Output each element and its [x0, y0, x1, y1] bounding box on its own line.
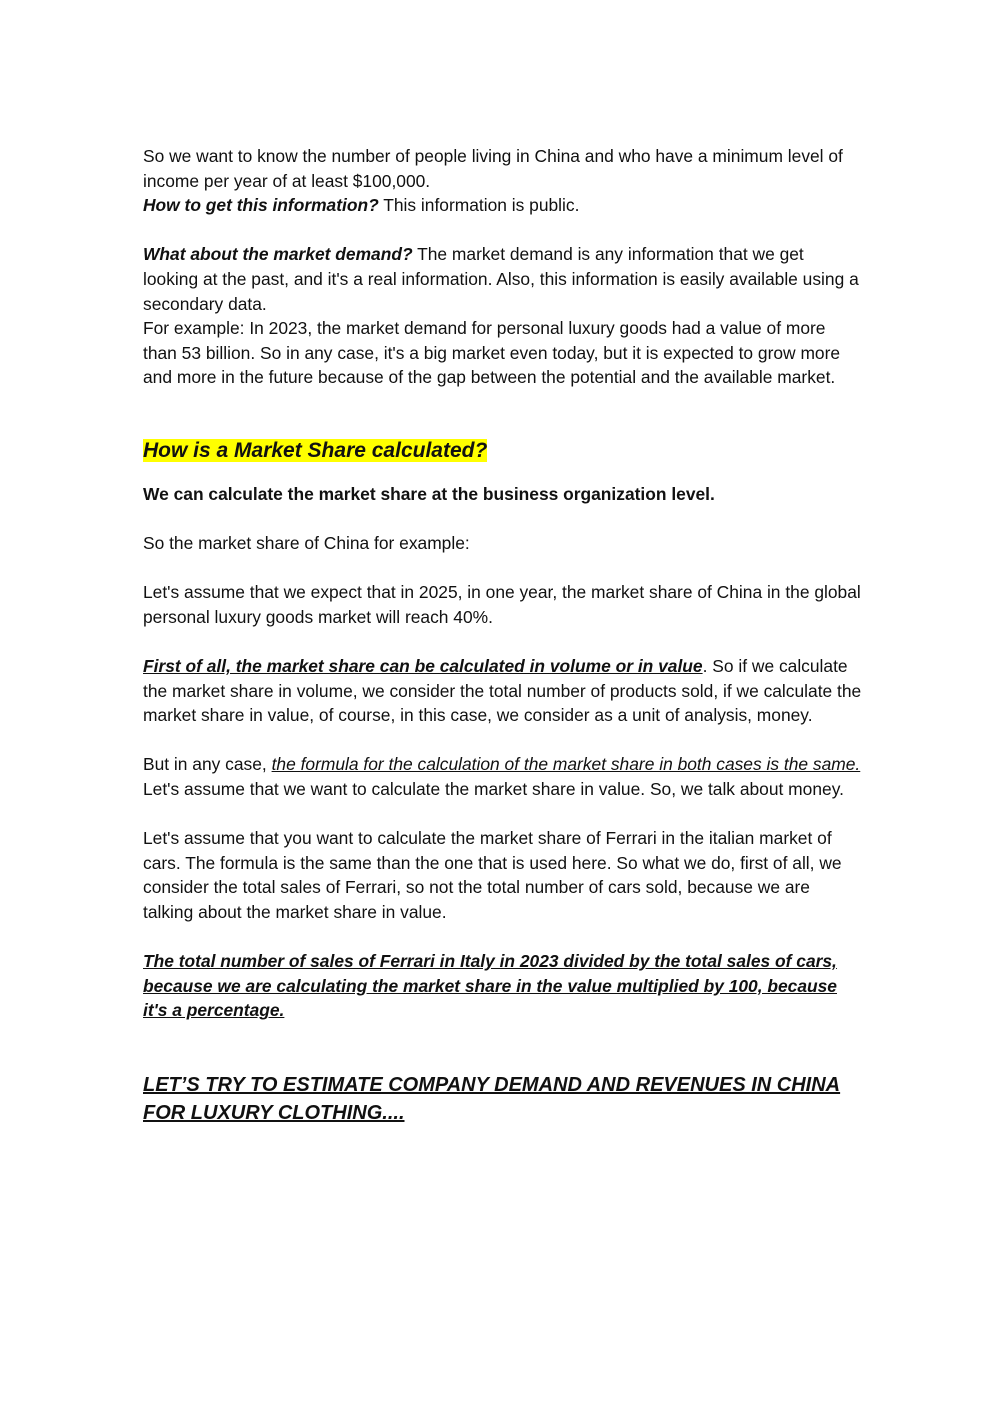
paragraph-info-source	[143, 193, 863, 218]
text-formula-rest: Let's assume that we want to calculate the market share in value. So, we talk about money.	[143, 779, 844, 800]
section-heading-market-share: How is a Market Share calculated?	[143, 438, 488, 462]
answer-market-demand: The market demand is any information that we get looking at the past, and it's a real information. Also, this information is easily available using a secondary data.	[143, 244, 859, 314]
paragraph-formula	[143, 752, 863, 801]
text-formula-pre: But in any case,	[143, 754, 272, 775]
text-volume-value: . So if we calculate the market share in volume, we consider the total number of products sold, if we calculate the market share in value, of course, in this case, we consider as a unit of analysis, money.	[143, 656, 862, 726]
paragraph-business-level: We can calculate the market share at the business organization level.	[143, 483, 715, 504]
paragraph-ferrari-example: Let's assume that you want to calculate the market share of Ferrari in the italian market of cars. The formula is the same than the one that is used here. So what we do, first of all, we consider the total sales of Ferrari, so not the total number of cars sold, because we are talking about the market share in value.	[143, 828, 842, 923]
paragraph-volume-value	[143, 654, 863, 728]
final-heading: LET’S TRY TO ESTIMATE COMPANY DEMAND AND REVENUES IN CHINA FOR LUXURY CLOTHING....	[143, 1074, 841, 1124]
paragraph-ferrari-formula: The total number of sales of Ferrari in Italy in 2023 divided by the total sales of cars, because we are calculating the market share in the value multiplied by 100, because it's a percentage.	[143, 951, 837, 1021]
paragraph-assumption-2025: Let's assume that we expect that in 2025, in one year, the market share of China in the global personal luxury goods market will reach 40%.	[143, 582, 861, 627]
answer-info-source: This information is public.	[378, 195, 580, 216]
paragraph-china-example: So the market share of China for example:	[143, 533, 470, 554]
question-info-source: How to get this information?	[143, 195, 379, 216]
paragraph-income-threshold: So we want to know the number of people living in China and who have a minimum level of income per year of at least $100,000.	[143, 146, 843, 191]
emphasis-volume-value: First of all, the market share can be calculated in volume or in value	[143, 656, 703, 677]
paragraph-market-demand	[143, 242, 863, 316]
paragraph-demand-example: For example: In 2023, the market demand for personal luxury goods had a value of more than 53 billion. So in any case, it's a big market even today, but it is expected to grow more and more in the future because of the gap between the potential and the available market.	[143, 318, 841, 388]
emphasis-formula: the formula for the calculation of the market share in both cases is the same.	[271, 754, 861, 775]
document-body	[143, 144, 863, 1127]
question-market-demand: What about the market demand?	[143, 244, 413, 265]
